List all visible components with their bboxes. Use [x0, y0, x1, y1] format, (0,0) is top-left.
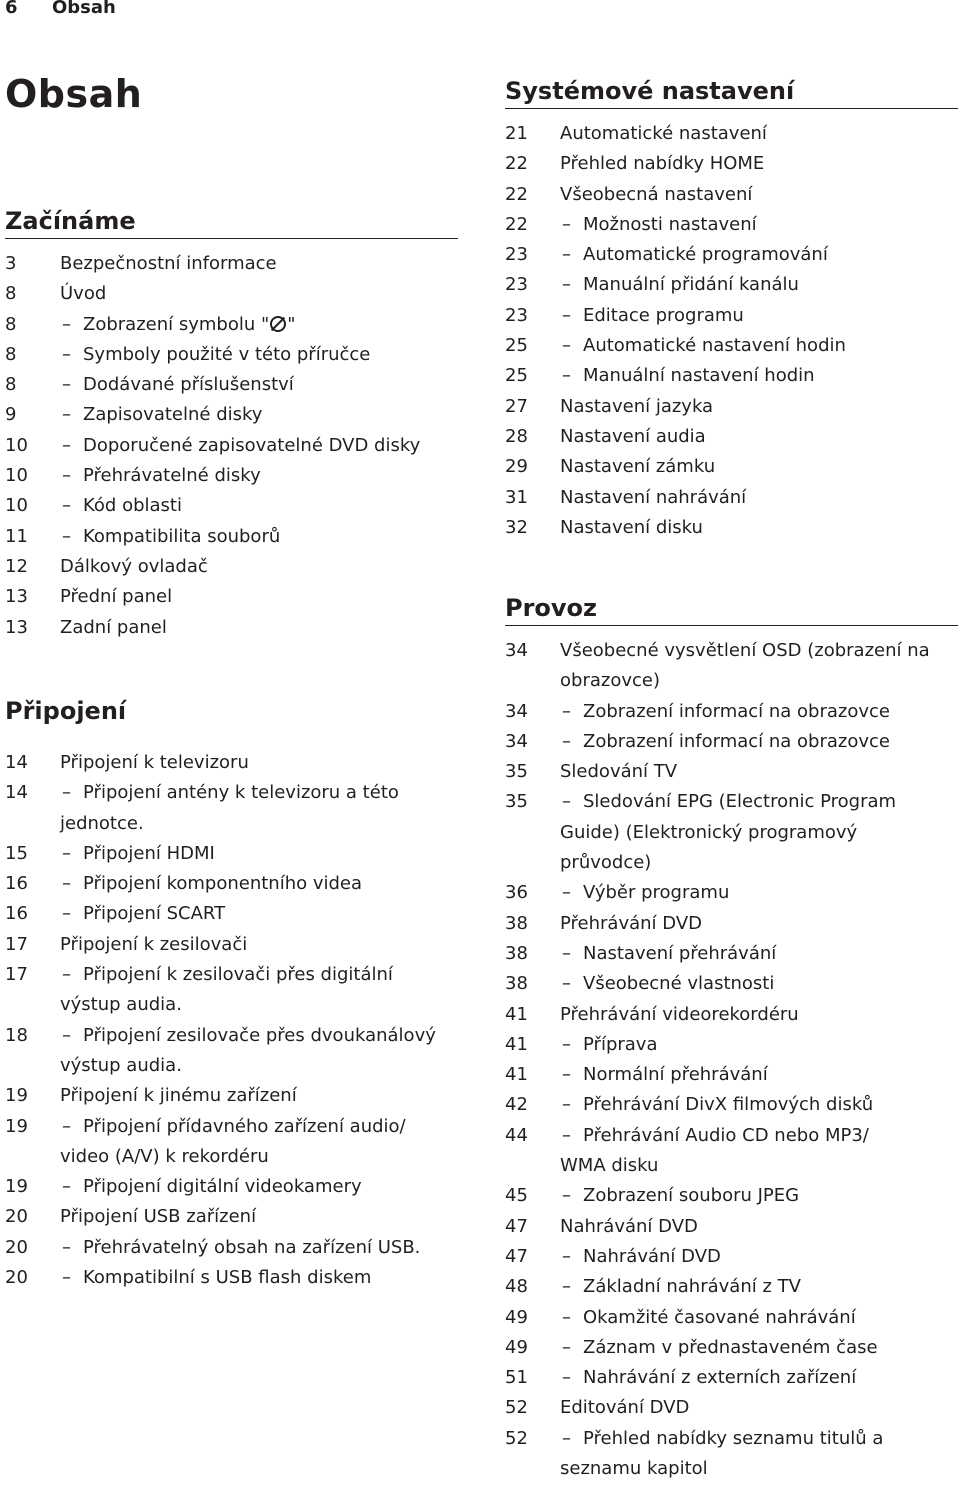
toc-page-number: 17	[5, 964, 28, 986]
toc-page-number: 8	[5, 283, 17, 305]
toc-entry	[505, 331, 958, 361]
section-heading: Začínáme	[5, 204, 458, 239]
toc-entry-text: Zadní panel	[60, 616, 167, 638]
toc-entry	[5, 839, 458, 869]
toc-entry	[505, 1303, 958, 1333]
toc-entry	[5, 370, 458, 400]
toc-entry-text: – Přehled nabídky seznamu titulů a	[583, 1424, 958, 1454]
toc-entry	[505, 727, 958, 757]
toc-page-number: 35	[505, 791, 528, 813]
toc-entry-text: – Normální přehrávání	[583, 1060, 958, 1090]
toc-entry-text: Nastavení disku	[560, 516, 703, 538]
toc-page-number: 38	[505, 912, 528, 934]
toc-entry	[505, 697, 958, 727]
toc-entry-text: – Automatické programování	[583, 240, 958, 270]
toc-entry	[505, 1424, 958, 1485]
toc-entry-text: Dálkový ovladač	[60, 555, 208, 577]
toc-entries	[5, 249, 458, 643]
toc-page-number: 19	[5, 1085, 28, 1107]
toc-entry	[5, 249, 458, 279]
toc-entry	[505, 1333, 958, 1363]
toc-entry-text: – Zobrazení souboru JPEG	[583, 1181, 958, 1211]
toc-page-number: 3	[5, 253, 17, 274]
section-pripojeni	[5, 694, 458, 1293]
toc-entries	[505, 119, 958, 543]
toc-entry-text: – Sledování EPG (Electronic Program	[583, 787, 958, 817]
toc-page-number: 9	[5, 404, 17, 426]
toc-entry-text: – Připojení SCART	[83, 899, 458, 929]
toc-entry-text: – Připojení antény k televizoru a této	[83, 778, 458, 808]
toc-entry	[5, 461, 458, 491]
toc-entry-text: – Nahrávání DVD	[583, 1242, 958, 1272]
toc-entry-continuation: seznamu kapitol	[560, 1458, 708, 1480]
toc-entry-text: – Přehrávání DivX filmových disků	[583, 1090, 958, 1120]
toc-page-number: 49	[505, 1336, 528, 1358]
toc-entry-text: – Nastavení přehrávání	[583, 939, 958, 969]
toc-entry-text: – Všeobecné vlastnosti	[583, 969, 958, 999]
toc-entry-text: Úvod	[60, 283, 107, 305]
toc-entry	[505, 1090, 958, 1120]
toc-page-number: 23	[505, 244, 528, 266]
toc-entry	[505, 878, 958, 908]
toc-page-number: 17	[5, 933, 28, 955]
toc-entry-text: – Dodávané příslušenství	[83, 370, 458, 400]
toc-page-number: 31	[505, 486, 528, 508]
toc-entry	[505, 180, 958, 210]
toc-entry	[505, 787, 958, 878]
toc-page-number: 19	[5, 1176, 28, 1198]
toc-page-number: 14	[5, 782, 28, 804]
toc-entry	[5, 340, 458, 370]
toc-page-number: 15	[5, 842, 28, 864]
toc-page-number: 34	[505, 730, 528, 752]
toc-entry	[505, 240, 958, 270]
toc-page-number: 47	[505, 1245, 528, 1267]
toc-entry	[505, 392, 958, 422]
toc-entry-text: – Příprava	[583, 1030, 958, 1060]
toc-page-number: 27	[505, 395, 528, 417]
toc-entry-continuation: Guide) (Elektronický programový	[560, 821, 858, 843]
toc-entry-text: Nahrávání DVD	[560, 1215, 698, 1237]
running-header	[0, 0, 960, 20]
toc-page-number: 38	[505, 942, 528, 964]
toc-entry-text: Přehrávání videorekordéru	[560, 1003, 799, 1025]
toc-page-number: 12	[5, 555, 28, 577]
toc-entry-text-start: Zobrazení symbolu "	[83, 313, 270, 335]
toc-page-number: 47	[505, 1215, 528, 1237]
toc-entry	[5, 960, 458, 1021]
toc-page-number: 23	[505, 274, 528, 296]
toc-entry-text: Připojení k televizoru	[60, 752, 249, 773]
toc-entry-text	[83, 310, 458, 340]
toc-entry	[505, 452, 958, 482]
toc-entry-continuation: jednotce.	[60, 812, 144, 834]
toc-entry-text: – Nahrávání z externích zařízení	[583, 1363, 958, 1393]
toc-entry-text: – Doporučené zapisovatelné DVD disky	[83, 431, 458, 461]
page-number: 6	[5, 0, 18, 18]
toc-page-number: 23	[505, 304, 528, 326]
toc-entry-text: Připojení k zesilovači	[60, 933, 248, 955]
section-heading: Provoz	[505, 591, 958, 626]
section-provoz	[505, 591, 958, 1484]
toc-entry	[505, 1000, 958, 1030]
toc-page-number: 36	[505, 882, 528, 904]
toc-entry-text: Přední panel	[60, 586, 173, 608]
toc-entry-text: Přehrávání DVD	[560, 912, 702, 934]
running-header-title: Obsah	[52, 0, 116, 18]
toc-entry	[5, 869, 458, 899]
toc-entry-text: – Zapisovatelné disky	[83, 400, 458, 430]
toc-page-number: 21	[505, 123, 528, 144]
toc-page-number: 48	[505, 1276, 528, 1298]
toc-page-number: 29	[505, 456, 528, 478]
toc-page-number: 13	[5, 586, 28, 608]
toc-entry-text: Bezpečnostní informace	[60, 253, 277, 274]
toc-entry-continuation: průvodce)	[560, 852, 652, 874]
section-heading: Připojení	[5, 697, 127, 725]
toc-entry	[5, 522, 458, 552]
section-systemove	[505, 74, 958, 543]
toc-entry	[5, 899, 458, 929]
toc-entry-text: Nastavení jazyka	[560, 395, 714, 417]
toc-entry	[505, 210, 958, 240]
toc-entry	[505, 270, 958, 300]
toc-page-number: 16	[5, 903, 28, 925]
toc-entry-text: Připojení USB zařízení	[60, 1206, 257, 1228]
toc-entry-text: – Připojení k zesilovači přes digitální	[83, 960, 458, 990]
toc-entry-continuation: WMA disku	[560, 1155, 659, 1177]
toc-entry-text: Nastavení audia	[560, 425, 706, 447]
toc-entry	[5, 1021, 458, 1082]
toc-entry	[505, 483, 958, 513]
toc-page-number: 19	[5, 1115, 28, 1137]
toc-entry	[5, 1112, 458, 1173]
toc-entry-continuation: obrazovce)	[560, 670, 660, 692]
toc-entry	[505, 513, 958, 543]
toc-page-number: 32	[505, 516, 528, 538]
toc-page-number: 11	[5, 525, 28, 547]
toc-entry	[505, 1272, 958, 1302]
toc-page-number: 16	[5, 873, 28, 895]
toc-entry-text: Připojení k jinému zařízení	[60, 1085, 297, 1107]
toc-page-number: 51	[505, 1367, 528, 1389]
toc-page-number: 20	[5, 1267, 28, 1289]
toc-entries	[505, 636, 958, 1484]
toc-page-number: 49	[505, 1306, 528, 1328]
toc-page-number: 20	[5, 1206, 28, 1228]
toc-entry	[505, 757, 958, 787]
toc-entry	[505, 361, 958, 391]
toc-entry-text: – Okamžité časované nahrávání	[583, 1303, 958, 1333]
toc-entry	[5, 552, 458, 582]
toc-entry	[5, 310, 458, 340]
toc-entry	[505, 1363, 958, 1393]
toc-entry-text: – Připojení HDMI	[83, 839, 458, 869]
toc-entry	[5, 431, 458, 461]
toc-entry-text: – Manuální přidání kanálu	[583, 270, 958, 300]
toc-entry-text: – Automatické nastavení hodin	[583, 331, 958, 361]
toc-entry-text: – Výběr programu	[583, 878, 958, 908]
toc-page-number: 20	[5, 1236, 28, 1258]
toc-entry	[5, 1081, 458, 1111]
toc-page-number: 14	[5, 752, 28, 773]
toc-entry	[505, 939, 958, 969]
toc-page-number: 25	[505, 365, 528, 387]
toc-page-number: 13	[5, 616, 28, 638]
toc-page-number: 10	[5, 465, 28, 487]
section-zaciname	[5, 204, 458, 643]
toc-entry	[505, 422, 958, 452]
toc-entry-text: – Přehrávání Audio CD nebo MP3/	[583, 1121, 958, 1151]
toc-entry	[5, 1263, 458, 1293]
toc-entry	[5, 491, 458, 521]
toc-page-number: 8	[5, 343, 17, 365]
toc-entry-text: – Editace programu	[583, 301, 958, 331]
toc-page-number: 34	[505, 640, 528, 661]
toc-page-number: 52	[505, 1427, 528, 1449]
toc-entry-text: Přehled nabídky HOME	[560, 153, 765, 175]
toc-entry	[5, 613, 458, 643]
toc-page-number: 28	[505, 425, 528, 447]
toc-page-number: 45	[505, 1185, 528, 1207]
toc-page-number: 42	[505, 1094, 528, 1116]
toc-entry	[505, 1242, 958, 1272]
toc-entries	[5, 748, 458, 1293]
toc-entry-text: – Zobrazení informací na obrazovce	[583, 697, 958, 727]
toc-entry-text: Všeobecná nastavení	[560, 183, 753, 205]
toc-entry-text: Sledování TV	[560, 761, 678, 783]
toc-page-number: 38	[505, 973, 528, 995]
toc-page-number: 44	[505, 1124, 528, 1146]
toc-entry	[5, 778, 458, 839]
toc-entry-text: – Přehrávatelné disky	[83, 461, 458, 491]
section-heading: Systémové nastavení	[505, 74, 958, 109]
toc-page-number: 41	[505, 1003, 528, 1025]
prohibited-symbol-icon	[270, 316, 286, 332]
toc-entry-text-end: "	[287, 313, 296, 335]
toc-page-number: 8	[5, 313, 17, 335]
toc-entry	[505, 149, 958, 179]
toc-entry-text: Všeobecné vysvětlení OSD (zobrazení na	[560, 640, 930, 661]
toc-entry-text: Automatické nastavení	[560, 123, 767, 144]
toc-entry	[505, 1181, 958, 1211]
toc-entry	[505, 909, 958, 939]
toc-entry	[505, 1030, 958, 1060]
toc-entry-text: Editování DVD	[560, 1397, 690, 1419]
toc-page-number: 41	[505, 1064, 528, 1086]
toc-page-number: 10	[5, 434, 28, 456]
toc-entry-text: – Připojení zesilovače přes dvoukanálový	[83, 1021, 458, 1051]
toc-entry	[5, 1233, 458, 1263]
toc-page-number: 22	[505, 153, 528, 175]
toc-page-number: 34	[505, 700, 528, 722]
toc-page-number: 22	[505, 183, 528, 205]
toc-entry-text: – Symboly použité v této příručce	[83, 340, 458, 370]
toc-entry-text: – Zobrazení informací na obrazovce	[583, 727, 958, 757]
toc-entry	[505, 119, 958, 149]
toc-entry-continuation: výstup audia.	[60, 1054, 182, 1076]
toc-page-number: 18	[5, 1024, 28, 1046]
toc-entry-text: – Připojení komponentního videa	[83, 869, 458, 899]
toc-entry	[5, 279, 458, 309]
page-title: Obsah	[5, 72, 143, 116]
toc-entry	[505, 1212, 958, 1242]
toc-entry	[5, 1202, 458, 1232]
toc-page-number: 8	[5, 374, 17, 396]
toc-entry-text: – Možnosti nastavení	[583, 210, 958, 240]
toc-entry-text: – Připojení digitální videokamery	[83, 1172, 458, 1202]
toc-page-number: 35	[505, 761, 528, 783]
toc-page-number: 41	[505, 1033, 528, 1055]
toc-entry	[505, 1393, 958, 1423]
toc-entry-text: – Záznam v přednastaveném čase	[583, 1333, 958, 1363]
toc-page-number: 22	[505, 213, 528, 235]
toc-entry-text: Nastavení zámku	[560, 456, 716, 478]
toc-entry-text: – Kód oblasti	[83, 491, 458, 521]
toc-page-number: 25	[505, 335, 528, 357]
toc-entry	[505, 1060, 958, 1090]
toc-page-number: 10	[5, 495, 28, 517]
toc-entry-text: – Přehrávatelný obsah na zařízení USB.	[83, 1233, 458, 1263]
toc-entry	[505, 301, 958, 331]
toc-entry	[5, 748, 458, 778]
toc-entry	[5, 582, 458, 612]
toc-entry-text: – Kompatibilita souborů	[83, 522, 458, 552]
toc-entry-text: Nastavení nahrávání	[560, 486, 747, 508]
toc-entry	[505, 1121, 958, 1182]
toc-entry-text: – Připojení přídavného zařízení audio/	[83, 1112, 458, 1142]
toc-entry-continuation: video (A/V) k rekordéru	[60, 1145, 269, 1167]
toc-entry	[5, 400, 458, 430]
toc-entry	[5, 1172, 458, 1202]
toc-entry	[505, 969, 958, 999]
toc-page-number: 52	[505, 1397, 528, 1419]
toc-entry-text: – Kompatibilní s USB flash diskem	[83, 1263, 458, 1293]
toc-entry	[5, 930, 458, 960]
toc-entry-continuation: výstup audia.	[60, 994, 182, 1016]
toc-entry-text: – Manuální nastavení hodin	[583, 361, 958, 391]
toc-entry	[505, 636, 958, 697]
toc-entry-text: – Základní nahrávání z TV	[583, 1272, 958, 1302]
